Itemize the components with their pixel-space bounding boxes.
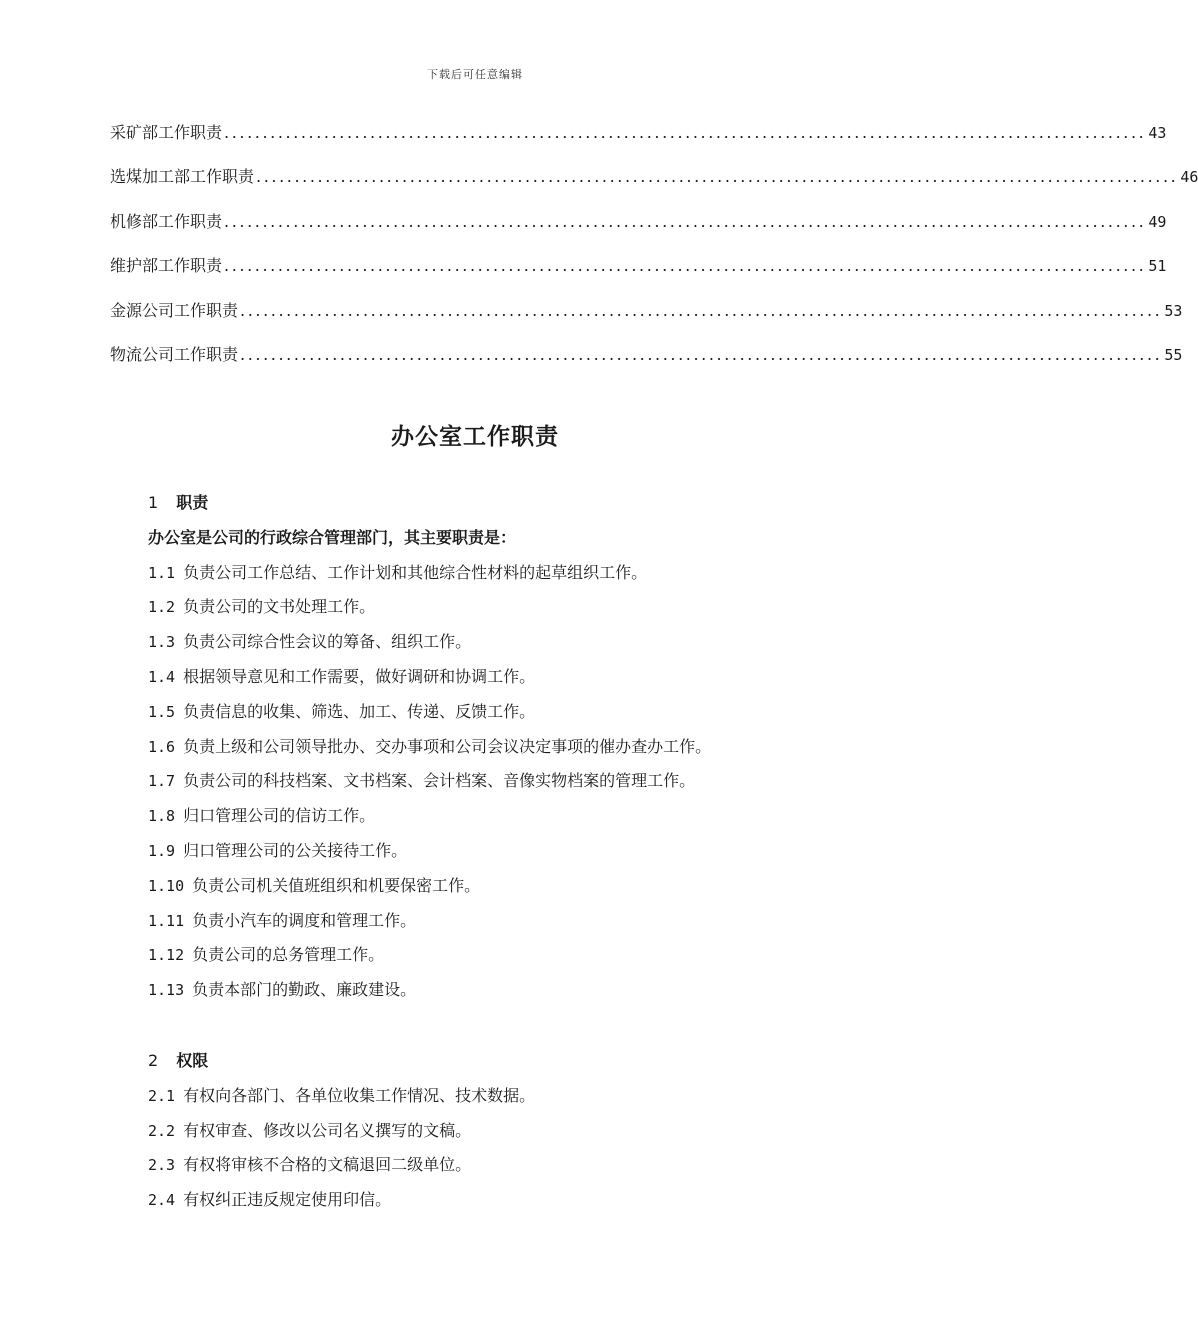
list-item	[148, 736, 848, 771]
list-item	[148, 770, 848, 805]
toc-leader-dots: ........................................................................................................................	[224, 211, 1147, 231]
section-heading	[148, 1050, 848, 1085]
item-number: 2.4	[148, 1191, 176, 1210]
section-heading	[148, 492, 848, 527]
toc-entry-label: 物流公司工作职责	[110, 344, 239, 364]
item-number: 1.6	[148, 737, 176, 756]
section-heading-text: 职责	[176, 493, 209, 512]
toc-leader-dots: ........................................................................................................................	[224, 256, 1147, 276]
item-number: 2.3	[148, 1156, 176, 1175]
toc-leader-dots: ........................................................................................................................	[240, 344, 1163, 364]
toc-entry-page: 51	[1148, 257, 1167, 276]
toc-entry-label: 采矿部工作职责	[110, 123, 223, 142]
item-text: 有权纠正违反规定使用印信。	[183, 1190, 392, 1210]
toc-entry[interactable]	[110, 120, 1167, 164]
list-item	[148, 805, 848, 840]
toc-entry-label: 选煤加工部工作职责	[110, 167, 255, 187]
section-number: 2	[148, 1051, 159, 1070]
toc-entry[interactable]	[110, 342, 1183, 386]
item-number: 1.9	[148, 841, 176, 860]
header-note: 下载后可任意编辑	[427, 68, 523, 81]
list-item	[148, 596, 848, 631]
list-item	[148, 1154, 848, 1189]
item-text: 有权向各部门、各单位收集工作情况、技术数据。	[183, 1085, 536, 1105]
section-intro: 办公室是公司的行政综合管理部门，其主要职责是：	[148, 527, 517, 547]
item-number: 1.1	[148, 563, 176, 582]
list-item	[148, 840, 848, 875]
item-text: 负责上级和公司领导批办、交办事项和公司会议决定事项的催办查办工作。	[183, 736, 712, 756]
item-number: 1.3	[148, 633, 176, 652]
toc-entry-page: 46	[1180, 168, 1198, 187]
item-number: 2.1	[148, 1086, 176, 1105]
section-authority	[148, 1050, 848, 1224]
item-text: 负责公司机关值班组织和机要保密工作。	[192, 875, 481, 895]
section-heading-text: 权限	[176, 1051, 209, 1070]
toc-entry[interactable]	[110, 253, 1167, 297]
item-number: 1.7	[148, 772, 176, 791]
toc-entry-page: 53	[1164, 301, 1183, 320]
toc-leader-dots: ........................................................................................................................	[256, 167, 1179, 187]
list-item	[148, 944, 848, 979]
section-responsibilities	[148, 492, 848, 1014]
item-number: 1.13	[148, 981, 185, 1000]
toc-leader-dots: ........................................................................................................................	[224, 123, 1147, 142]
item-number: 1.8	[148, 807, 176, 826]
item-text: 负责公司的科技档案、文书档案、会计档案、音像实物档案的管理工作。	[183, 771, 696, 791]
section-number: 1	[148, 493, 159, 512]
list-item	[148, 979, 848, 1014]
item-number: 1.11	[148, 911, 185, 930]
item-text: 有权将审核不合格的文稿退回二级单位。	[183, 1155, 472, 1175]
item-text: 归口管理公司的公关接待工作。	[183, 840, 408, 860]
item-number: 2.2	[148, 1121, 176, 1140]
toc-leader-dots: ........................................................................................................................	[240, 300, 1163, 320]
item-text: 负责公司的总务管理工作。	[192, 945, 385, 965]
toc-entry[interactable]	[110, 209, 1167, 253]
item-number: 1.4	[148, 667, 176, 686]
toc-entry-page: 55	[1164, 345, 1183, 364]
list-item	[148, 562, 848, 597]
document-title: 办公室工作职责	[391, 423, 559, 450]
toc-entry-label: 机修部工作职责	[110, 211, 223, 231]
item-number: 1.10	[148, 876, 185, 895]
list-item	[148, 1120, 848, 1155]
toc-entry-page: 49	[1148, 212, 1167, 231]
list-item	[148, 875, 848, 910]
item-text: 根据领导意见和工作需要，做好调研和协调工作。	[183, 666, 536, 686]
item-text: 负责小汽车的调度和管理工作。	[192, 910, 417, 930]
toc-entry-label: 维护部工作职责	[110, 256, 223, 276]
list-item	[148, 631, 848, 666]
list-item	[148, 910, 848, 945]
item-text: 负责公司综合性会议的筹备、组织工作。	[183, 632, 472, 652]
item-text: 负责公司的文书处理工作。	[183, 597, 376, 617]
item-text: 负责信息的收集、筛选、加工、传递、反馈工作。	[183, 701, 536, 721]
list-item	[148, 701, 848, 736]
list-item	[148, 666, 848, 701]
toc-entry-page: 43	[1148, 124, 1167, 142]
item-text: 负责公司工作总结、工作计划和其他综合性材料的起草组织工作。	[183, 562, 648, 582]
toc-entry-label: 金源公司工作职责	[110, 300, 239, 320]
table-of-contents	[110, 120, 1198, 386]
list-item	[148, 1085, 848, 1120]
toc-entry[interactable]	[110, 164, 1198, 208]
item-number: 1.5	[148, 702, 176, 721]
item-text: 归口管理公司的信访工作。	[183, 806, 376, 826]
item-text: 负责本部门的勤政、廉政建设。	[192, 980, 417, 1000]
item-number: 1.2	[148, 598, 176, 617]
item-text: 有权审查、修改以公司名义撰写的文稿。	[183, 1120, 472, 1140]
item-number: 1.12	[148, 946, 185, 965]
list-item	[148, 1189, 848, 1224]
toc-entry[interactable]	[110, 298, 1183, 342]
